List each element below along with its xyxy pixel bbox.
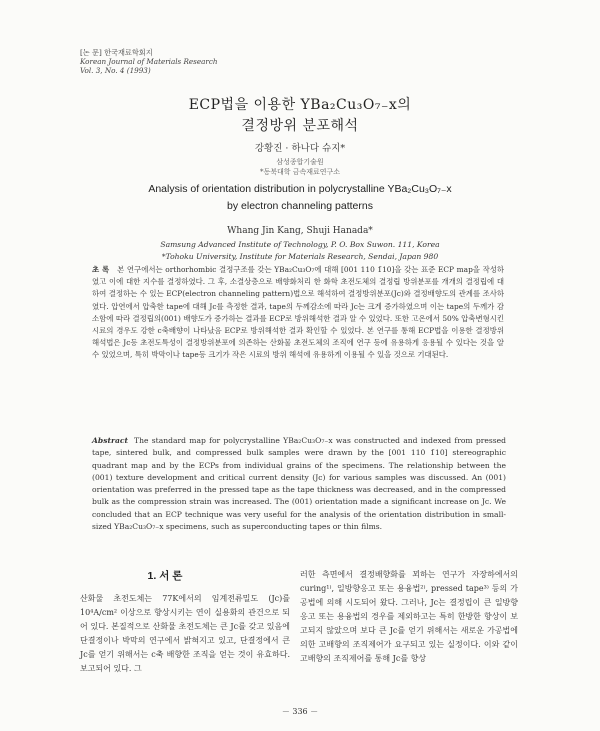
korean-affiliation-1: 삼성종합기술원	[276, 158, 324, 166]
page-number: － 336 －	[281, 707, 319, 716]
english-abstract-text: The standard map for polycrystalline YBa₂Cu₃O₇₋x was constructed and indexed from pressed tape, sintered bulk, and compressed bulk samples were drawn by the [001 110 1̄10] stereographic quadrant map and by the ECPs from individual grains of the specimens. The relationship between the (001) texture development and critical current density (Jc) for various samples was discussed. An (001) orientation was preferred in the pressed tape as the tape thickness was decreased, and in the compressed bulk as the compression strain was increased. The (001) orientation made a significant increase on Jc. We concluded that an ECP technique was very useful for the analysis of the orientation distribution in small-sized YBa₂Cu₃O₇₋x specimens, such as superconducting tapes or thin films.	[92, 436, 506, 532]
korean-affiliation-2: *동북대학 금속재료연구소	[259, 168, 341, 176]
journal-name-english: Korean Journal of Materials Research	[80, 57, 218, 66]
journal-header	[80, 48, 218, 75]
journal-name-korean: [논 문] 한국재료학회지	[80, 48, 153, 57]
english-title-line1: Analysis of orientation distribution in polycrystalline YBa₂Cu₃O₇₋x	[148, 183, 452, 195]
english-affiliation-2: *Tohoku University, Institute for Materials Research, Sendai, Japan 980	[161, 252, 439, 261]
english-authors: Whang Jin Kang, Shuji Hanada*	[227, 226, 373, 236]
body-column-right: 러한 측면에서 결정배향화를 꾀하는 연구가 자장하에서의 curing¹⁾, 일방향응고 또는 용융법²⁾, pressed tape³⁾ 등의 가공법에 의해 시도되어 왔다. 그러나, Jc는 결정립이 큰 일방향응고 또는 용융법의 경우를 제외하고는 특히 한방한 향상이 보고되지 않았으며 보다 큰 Jc를 얻기 위해서는 새로운 가공법에 의한 고배향의 조직제어가 요구되고 있는 실정이다. 이와 같이 고배향의 조직제어를 통해 Jc를 향상	[300, 570, 518, 663]
english-title-line2: by electron channeling patterns	[227, 200, 373, 212]
section-heading: 1. 서 론	[147, 570, 183, 582]
english-affiliation-1: Samsung Advanced Institute of Technology, P. O. Box Suwon. 111, Korea	[160, 240, 440, 249]
english-abstract	[92, 435, 506, 533]
korean-authors: 강황진 · 하나다 슈지*	[254, 143, 346, 154]
korean-title-line1: ECP법을 이용한 YBa₂Cu₃O₇₋x의	[188, 97, 412, 113]
english-abstract-label: Abstract	[92, 436, 129, 445]
korean-abstract	[92, 264, 504, 362]
korean-abstract-label: 초 록	[92, 265, 110, 274]
korean-abstract-text: 본 연구에서는 orthorhombic 결정구조를 갖는 YBa₂Cu₃O₇에 대해 [001 110 1̄10]을 갖는 표준 ECP map을 작성하였고 이에 대한 지수를 결정하였다. 그 후, 소결상층으로 배향화처리 한 화학 초전도체의 결정립 방위분포를 개개의 결정립에 대하여 결정하는 수 있는 ECP(electron channeling pattern)법으로 해석하여 결정방위분포(Jc)와 결정배향도의 관계를 조사하였다. 압연에서 압축한 tape에 대해 Jc를 측정한 결과, tape의 두께감소에 따라 Jc는 크게 증가하였으며 이는 tape의 두께가 감소함에 따라 결정립의(001) 배향도가 증가하는 결과를 ECP로 방위해석한 결과 알 수 있었다. 또한 고온에서 50% 압축변형시킨 시료의 경우도 강한 c축배향이 나타났음 ECP로 방위해석한 결과 확인할 수 있었다. 본 연구를 통해 ECP법을 이용한 결정방위 해석법은 Jc등 초전도특성이 결정방위분포에 의존하는 산화물 초전도체의 조직에 연구 등에 유용하게 응용될 수 있다는 것을 알 수 있었으며, 특히 박막이나 tape등 크기가 작은 시료의 방위 해석에 유용하게 이용될 수 있을 것으로 기대된다.	[92, 265, 504, 360]
korean-title-line2: 결정방위 분포해석	[241, 118, 359, 134]
journal-volume: Vol. 3, No. 4 (1993)	[80, 66, 151, 75]
body-column-left: 산화물 초전도체는 77K에서의 임계전류밀도 (Jc)를 10⁴A/cm² 이상으로 향상시키는 연이 실용화의 관건으로 되어 있다. 본질적으로 산화물 초전도체는 큰 Jc를 갖고 있음에 단결정이나 박막의 연구에서 밝혀지고 있고, 단결정에서 큰 Jc를 얻기 위해서는 c축 배향한 조직을 얻는 것이 유효하다. 보고되어 있다. 그	[80, 594, 290, 673]
